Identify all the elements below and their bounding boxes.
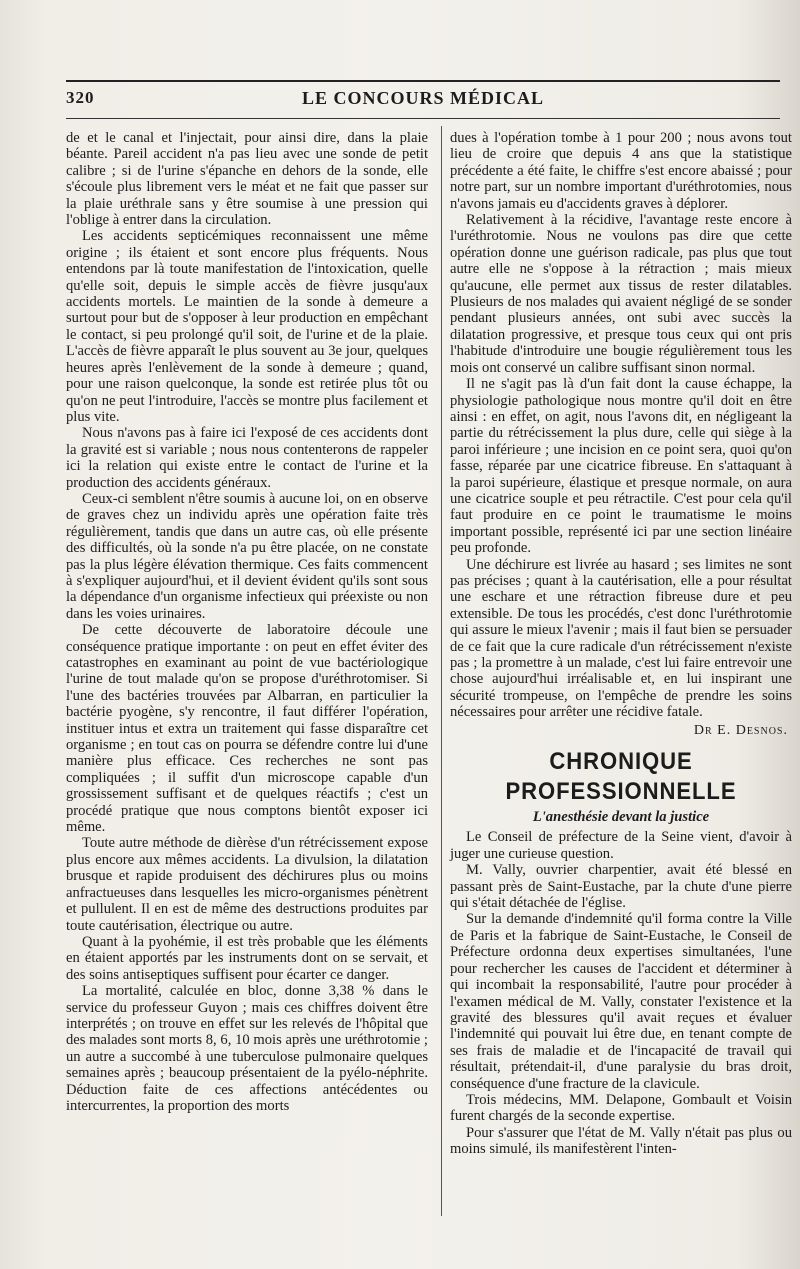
page-number: 320 <box>66 88 95 107</box>
right-column <box>450 130 792 1158</box>
article-subtitle: L'anesthésie devant la justice <box>532 809 710 826</box>
signature-text: Dr E. Desnos. <box>693 722 788 738</box>
paragraph: Sur la demande d'indemnité qu'il forma contre la Ville de Paris et la fabrique de Saint-Eustache, le Conseil de Préfecture ordonna deux expertises simultanées, l'une pour rechercher les causes de l'accident et déterminer à qui incombait la responsabilité, l'autre pour procéder à l'examen médical de M. Vally, constater l'existence et la gravité des blessures qu'il avait reçues et évaluer l'indemnité qui pouvait lui être due, en tenant compte de ses frais de maladie et de l'incapacité de travail qui résultait, prétendait-il, d'une paralysie du bras droit, conséquence d'une fracture de la clavicule. <box>450 911 792 1092</box>
section-title: CHRONIQUE PROFESSIONNELLE <box>505 748 737 806</box>
journal-title: LE CONCOURS MÉDICAL <box>301 88 545 108</box>
paragraph: M. Vally, ouvrier charpentier, avait été blessé en passant près de Saint-Eustache, par la chute d'une pierre qui s'était détachée de l'église. <box>450 862 792 912</box>
header-bottom-rule <box>66 118 780 119</box>
paragraph: Les accidents septicémiques reconnaissent une même origine ; ils étaient et sont encore plus fréquents. Nous entendons par là toute manifestation de l'intoxication, quelle qu'elle soit, depuis le simple accès de fièvre jusqu'aux accidents mortels. Le maintien de la sonde à demeure a surtout pour but de s'opposer à leur production en empêchant le contact, si peu prolongé qu'il soit, de l'urine et de la plaie. L'accès de fièvre apparaît le plus souvent au 3e jour, quelques heures après l'enlèvement de la sonde à demeure ; quand, pour une raison quelconque, la sonde est retirée plus tôt ou qu'on ne peut l'introduire, l'accès se montre plus facilement et plus vite. <box>66 228 428 425</box>
author-signature <box>450 723 788 739</box>
paragraph: Relativement à la récidive, l'avantage reste encore à l'uréthrotomie. Nous ne voulons pas dire que cette opération donne une guérison radicale, pas plus que tout autre elle ne s'oppose à la rétraction ; mais mieux qu'aucune, elle permet aux tissus de rester dilatables. Plusieurs de nos malades qui avaient négligé de se sonder pendant plusieurs années, ont subi avec succès la dilatation progressive, et presque tous ceux qui ont pris l'habitude d'introduire une bougie régulièrement tous les mois ont conservé un calibre suffisant sinon normal. <box>450 212 792 376</box>
left-column <box>66 130 428 1114</box>
paragraph: Trois médecins, MM. Delapone, Gombault et Voisin furent chargés de la seconde expertise. <box>450 1091 792 1125</box>
paragraph: de et le canal et l'injectait, pour ainsi dire, dans la plaie béante. Pareil accident n'a pas lieu avec une sonde de petit calibre ; si de l'urine s'épanche en dehors de la sonde, elle s'écoule plus librement vers le méat et ne fait que passer sur la plaie uréthrale sans y être soumise à une pression qui l'oblige à entrer dans la circulation. <box>66 130 428 229</box>
paragraph: Nous n'avons pas à faire ici l'exposé de ces accidents dont la gravité est si variable ; nous nous contenterons de rappeler ici la relation qui existe entre le contact de l'urine et la production des accidents généraux. <box>66 425 428 491</box>
paragraph: Il ne s'agit pas là d'un fait dont la cause échappe, la physiologie pathologique nous montre qu'il doit en être ainsi : en effet, on agit, nous l'avons dit, en négligeant la partie du rétrécissement la plus dure, celle qui siège à la paroi inférieure ; une incision en ce point sera, quoi qu'on fasse, réparée par une cicatrice fibreuse. En s'attaquant à la paroi supérieure, élastique et presque normale, on aura une cicatrice souple et peu rétractile. C'est pour cela qu'il faut produire en ce point le traumatisme le moins important possible, représenté ici par une section linéaire peu profonde. <box>450 376 792 557</box>
paragraph: Ceux-ci semblent n'être soumis à aucune loi, on en observe de graves chez un individu après une opération faite très régulièrement, tandis que dans un autre cas, où elle présente des difficultés, où la sonde n'a pu être placée, on ne constate pas la plus légère élévation thermique. Ces faits commencent à s'expliquer aujourd'hui, et il devient évident qu'ils sont sous la dépendance d'un organisme infectieux qui préexiste ou non dans les voies urinaires. <box>66 490 428 622</box>
paragraph: Toute autre méthode de dièrèse d'un rétrécissement expose plus encore aux mêmes accidents. La divulsion, la dilatation brusque et rapide produisent des déchirures plus ou moins anfractueuses dans lesquelles les micro-organismes pénètrent et pullulent. Il en est de même des destructions produites par toute cautérisation, électrique ou autre. <box>66 835 428 934</box>
paragraph: Le Conseil de préfecture de la Seine vient, d'avoir à juger une curieuse question. <box>450 829 792 862</box>
paragraph: dues à l'opération tombe à 1 pour 200 ; nous avons tout lieu de croire que depuis 4 ans que la statistique précédente a été faite, le chiffre s'est encore abaissé ; pour notre part, sur un nombre important d'uréthrotomies, nous n'avons jamais eu d'accidents graves à déplorer. <box>450 130 792 212</box>
paragraph: Pour s'assurer que l'état de M. Vally n'était pas plus ou moins simulé, ils manifestèrent l'inten- <box>450 1124 792 1158</box>
paragraph: Une déchirure est livrée au hasard ; ses limites ne sont pas précises ; quant à la cautérisation, elle a pour résultat une eschare et une rétraction fibreuse dure et peu extensible. De tous les procédés, c'est donc l'uréthrotomie qui assure le mieux l'avenir ; mais il faut bien se persuader de ce fait que la cure radicale d'un rétrécissement n'existe pas ; la promettre à un malade, c'est lui faire entrevoir une chose aujourd'hui irréalisable et, en lui inspirant une sécurité trompeuse, on l'empêche de prendre les soins nécessaires pour arrêter une récidive fatale. <box>450 556 792 721</box>
paragraph: La mortalité, calculée en bloc, donne 3,38 % dans le service du professeur Guyon ; mais ces chiffres doivent être interprétés ; on trouve en effet sur les relevés de l'hôpital que des malades sont morts 8, 6, 10 mois après une uréthrotomie ; un autre a succombé à une tuberculose pulmonaire quelques semaines après ; beaucoup présentaient de la pyélo-néphrite. Déduction faite de ces affections antécédentes ou intercurrentes, la proportion des morts <box>66 983 428 1114</box>
page-header <box>66 86 780 114</box>
paragraph: De cette découverte de laboratoire découle une conséquence pratique importante : on peut en effet éviter des catastrophes en examinant au point de vue bactériologique l'urine de tout malade qu'on se propose d'uréthrotomiser. Si l'une des bactéries trouvées par Albarran, en particulier la bactérie pyogène, s'y rencontre, il faut différer l'opération, instituer intus et extra un traitement qui fasse disparaître cet organisme ; en tout cas on pourra se défendre contre lui d'une manière plus efficace. Ces recherches ne sont pas compliquées ; il suffit d'un microscope capable d'un grossissement suffisant et de quelques réactifs ; c'est un procédé pratique que nous comptons bientôt exposer ici même. <box>66 622 428 836</box>
header-top-rule <box>66 80 780 82</box>
column-divider <box>441 126 442 1216</box>
paragraph: Quant à la pyohémie, il est très probable que les éléments en étaient apportés par les instruments dont on se servait, et des soins antiseptiques suffisent pour écarter ce danger. <box>66 933 428 983</box>
